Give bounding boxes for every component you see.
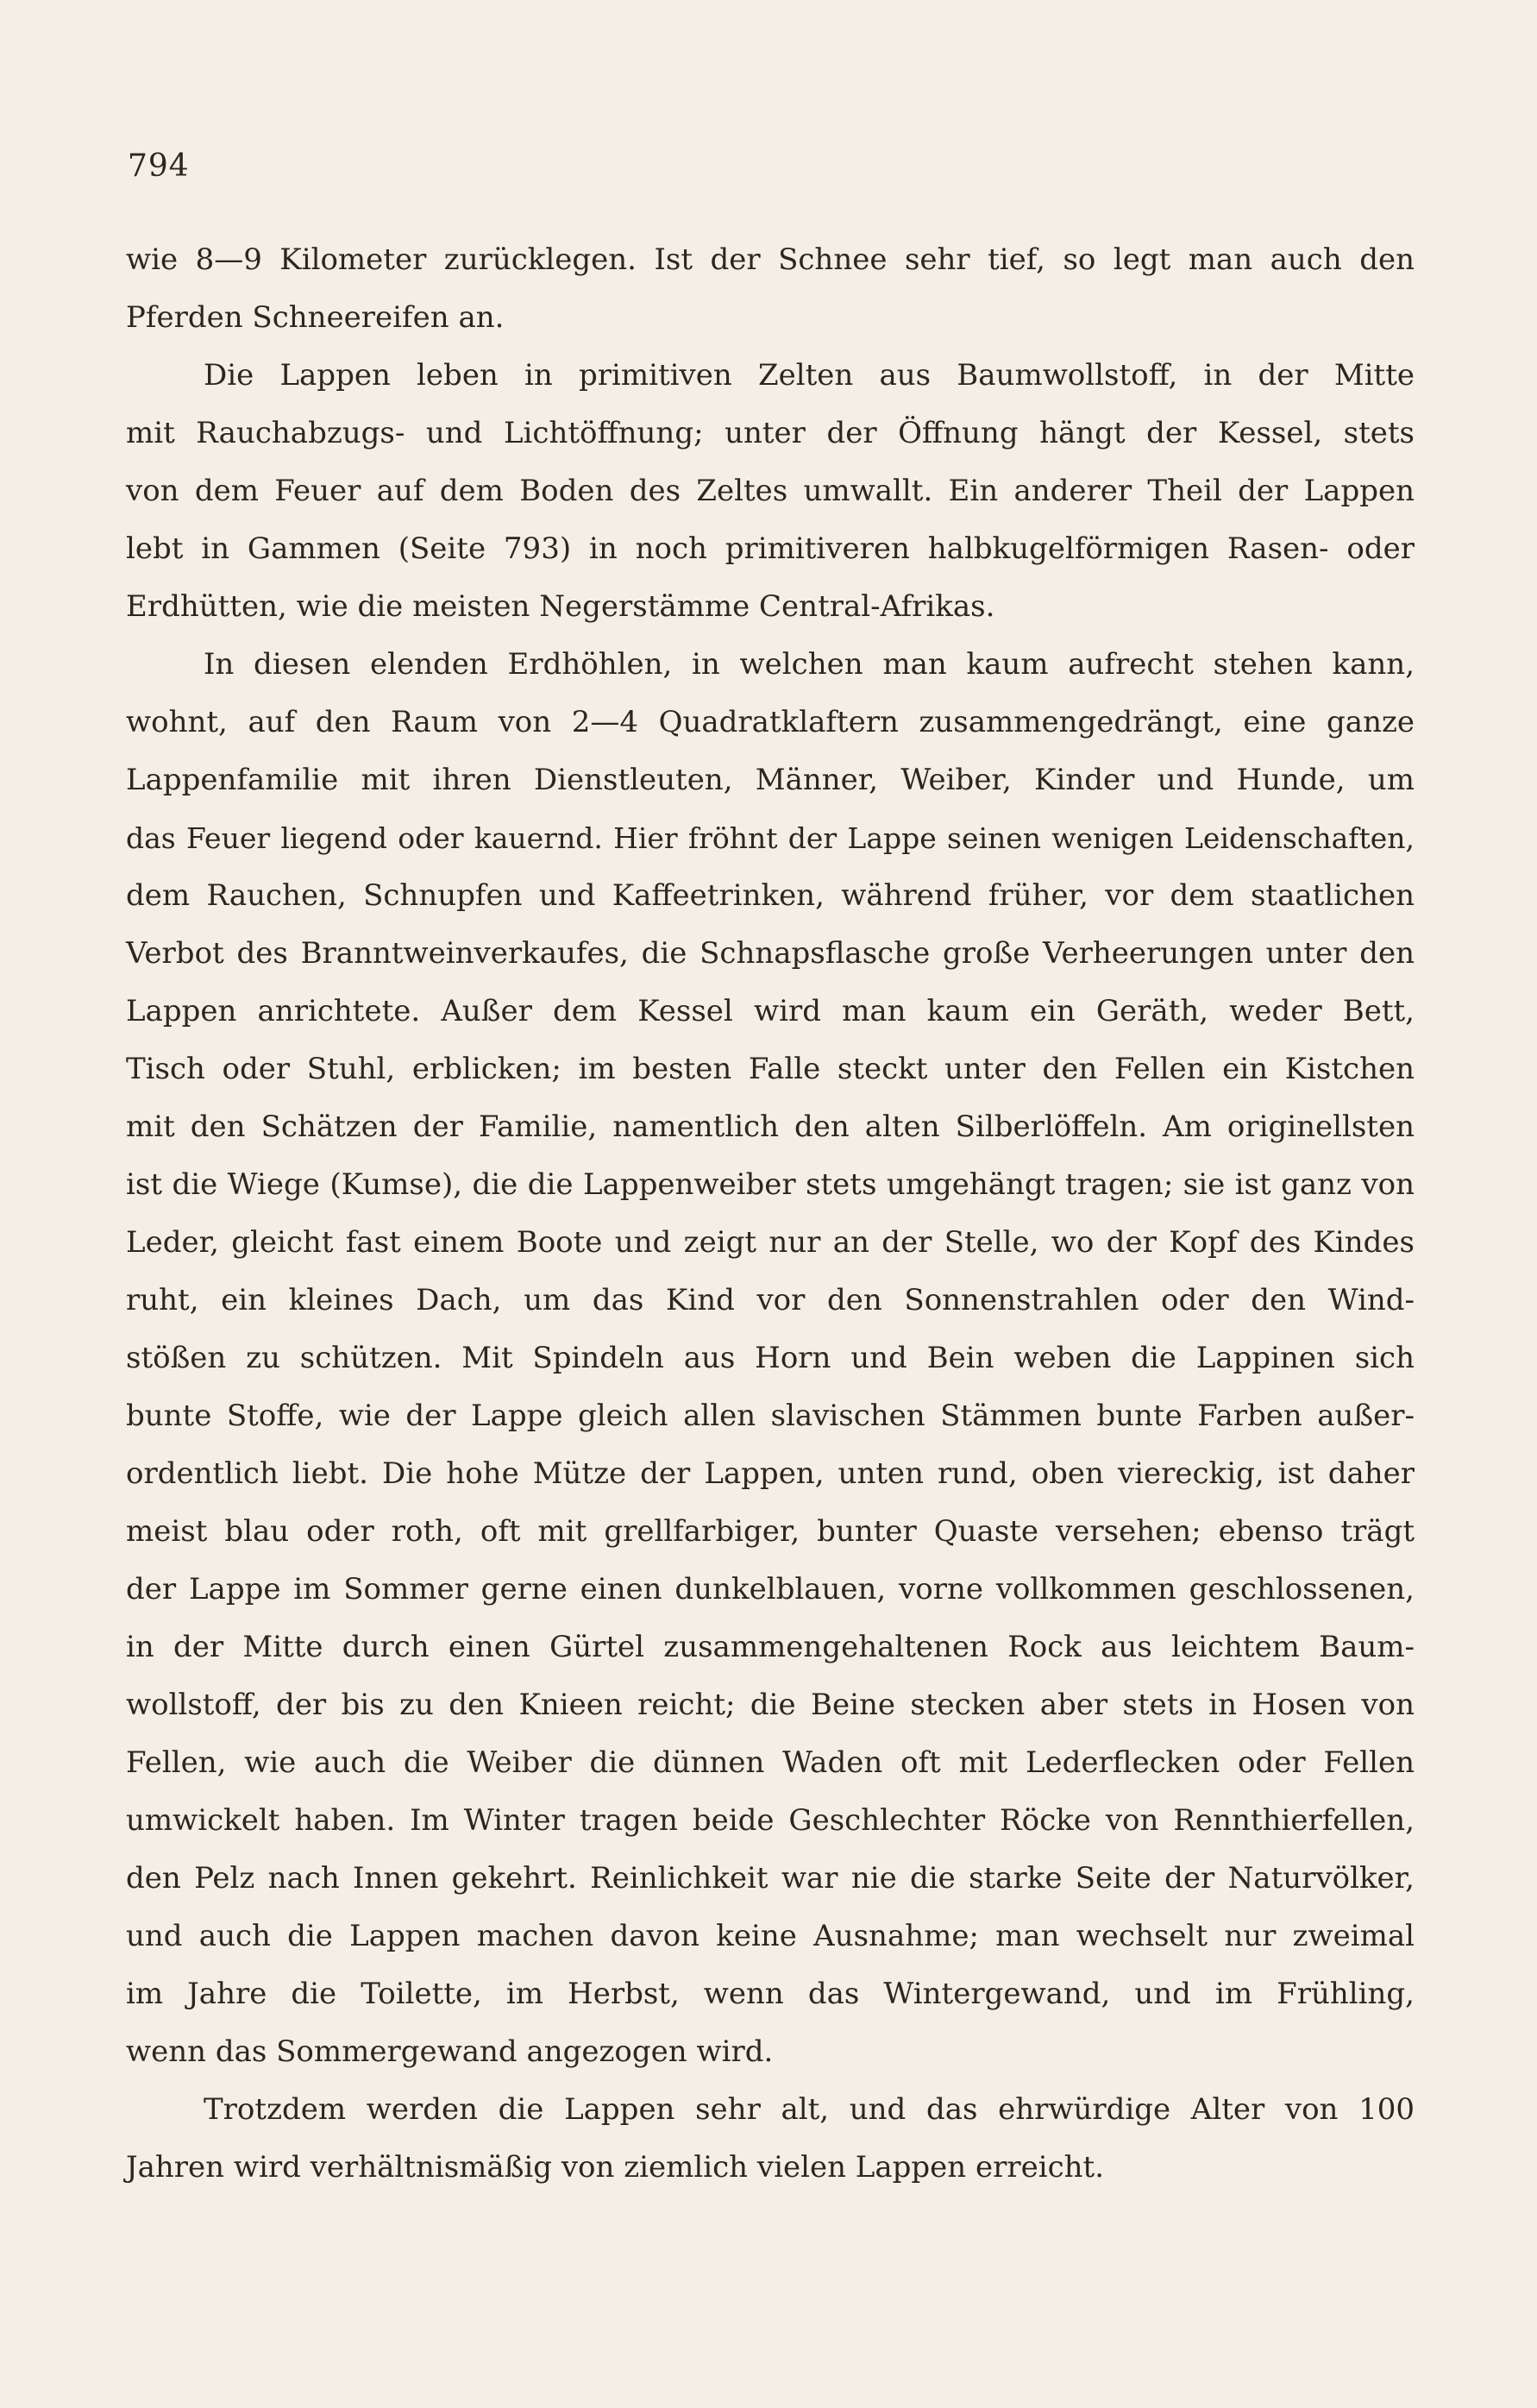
text-line: Jahren wird verhältnismäßig von ziemlich vielen Lappen erreicht. bbox=[126, 2150, 1105, 2185]
text-line: mit Rauchabzugs- und Lichtöffnung; unter der Öffnung hängt der Kessel, stets bbox=[126, 416, 1415, 450]
text-line: ist die Wiege (Kumse), die die Lappenweiber stets umgehängt tragen; sie ist ganz von bbox=[126, 1167, 1415, 1202]
text-line: ordentlich liebt. Die hohe Mütze der Lappen, unten rund, oben viereckig, ist daher bbox=[126, 1456, 1415, 1491]
body-text bbox=[126, 231, 1415, 2197]
text-line: lebt in Gammen (Seite 793) in noch primitiveren halbkugelförmigen Rasen- oder bbox=[126, 531, 1415, 566]
text-line: Verbot des Branntweinverkaufes, die Schnapsflasche große Verheerungen unter den bbox=[126, 936, 1415, 971]
text-line: Die Lappen leben in primitiven Zelten aus Baumwollstoff, in der Mitte bbox=[204, 358, 1415, 393]
text-line: wenn das Sommergewand angezogen wird. bbox=[126, 2034, 774, 2069]
text-line: meist blau oder roth, oft mit grellfarbiger, bunter Quaste versehen; ebenso trägt bbox=[126, 1514, 1415, 1549]
text-line: Fellen, wie auch die Weiber die dünnen Waden oft mit Lederflecken oder Fellen bbox=[126, 1745, 1415, 1780]
text-line: den Pelz nach Innen gekehrt. Reinlichkeit war nie die starke Seite der Naturvölker, bbox=[126, 1861, 1415, 1896]
text-line: in der Mitte durch einen Gürtel zusammengehaltenen Rock aus leichtem Baum- bbox=[126, 1630, 1415, 1664]
text-line: dem Rauchen, Schnupfen und Kaffeetrinken, während früher, vor dem staatlichen bbox=[126, 878, 1415, 913]
text-line: das Feuer liegend oder kauernd. Hier fröhnt der Lappe seinen wenigen Leidenschaften, bbox=[126, 821, 1415, 855]
text-line: wie 8—9 Kilometer zurücklegen. Ist der Schnee sehr tief, so legt man auch den bbox=[126, 242, 1415, 277]
text-line: bunte Stoffe, wie der Lappe gleich allen slavischen Stämmen bunte Farben außer- bbox=[126, 1399, 1415, 1433]
text-line: Lappenfamilie mit ihren Dienstleuten, Männer, Weiber, Kinder und Hunde, um bbox=[126, 763, 1415, 797]
text-line: der Lappe im Sommer gerne einen dunkelblauen, vorne vollkommen geschlossenen, bbox=[126, 1572, 1415, 1606]
text-line: Lappen anrichtete. Außer dem Kessel wird man kaum ein Geräth, weder Bett, bbox=[126, 994, 1415, 1028]
text-line: In diesen elenden Erdhöhlen, in welchen man kaum aufrecht stehen kann, bbox=[204, 647, 1415, 682]
text-line: Pferden Schneereifen an. bbox=[126, 300, 505, 335]
text-line: Leder, gleicht fast einem Boote und zeigt nur an der Stelle, wo der Kopf des Kindes bbox=[126, 1225, 1415, 1260]
text-line: wohnt, auf den Raum von 2—4 Quadratklaftern zusammengedrängt, eine ganze bbox=[126, 705, 1415, 739]
text-line: wollstoff, der bis zu den Knieen reicht; die Beine stecken aber stets in Hosen von bbox=[126, 1688, 1415, 1722]
page-number: 794 bbox=[128, 148, 190, 184]
text-line: Erdhütten, wie die meisten Negerstämme Central-Afrikas. bbox=[126, 589, 995, 624]
text-line: im Jahre die Toilette, im Herbst, wenn das Wintergewand, und im Frühling, bbox=[126, 1977, 1415, 2011]
text-line: Tisch oder Stuhl, erblicken; im besten Falle steckt unter den Fellen ein Kistchen bbox=[126, 1052, 1415, 1086]
text-line: mit den Schätzen der Familie, namentlich den alten Silberlöffeln. Am originellsten bbox=[126, 1110, 1415, 1144]
text-line: Trotzdem werden die Lappen sehr alt, und das ehrwürdige Alter von 100 bbox=[204, 2092, 1415, 2127]
text-line: umwickelt haben. Im Winter tragen beide Geschlechter Röcke von Rennthierfellen, bbox=[126, 1803, 1415, 1838]
text-line: von dem Feuer auf dem Boden des Zeltes umwallt. Ein anderer Theil der Lappen bbox=[126, 474, 1415, 508]
text-line: und auch die Lappen machen davon keine Ausnahme; man wechselt nur zweimal bbox=[126, 1919, 1415, 1953]
text-line: stößen zu schützen. Mit Spindeln aus Horn und Bein weben die Lappinen sich bbox=[126, 1341, 1415, 1375]
text-line: ruht, ein kleines Dach, um das Kind vor den Sonnenstrahlen oder den Wind- bbox=[126, 1283, 1415, 1317]
